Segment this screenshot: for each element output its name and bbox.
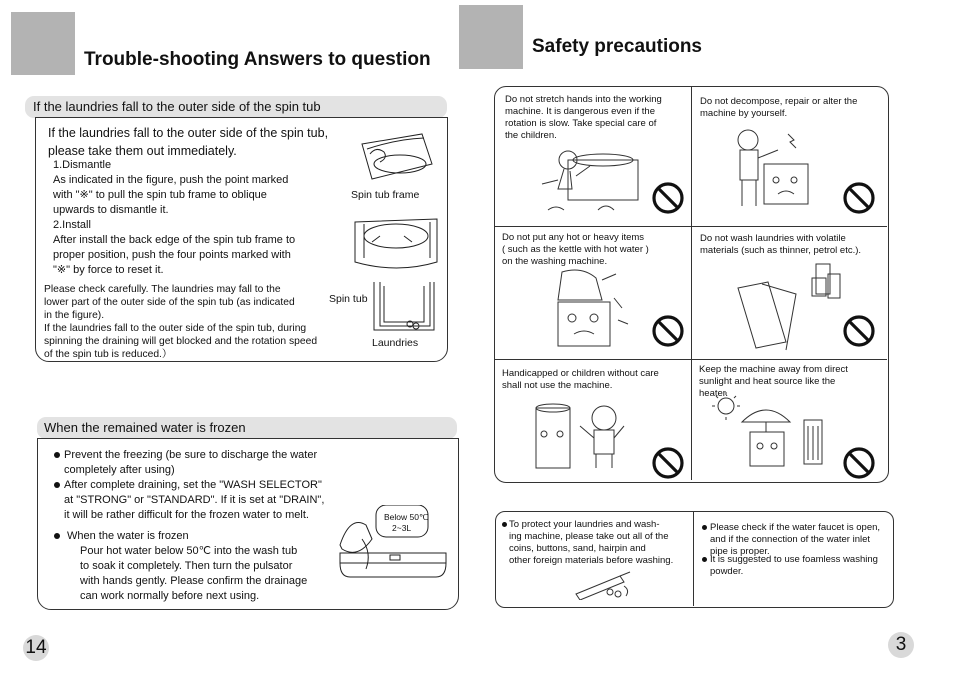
header-block-right	[459, 5, 523, 69]
tip-line: and if the connection of the water inlet	[710, 534, 871, 545]
precaution-line: rotation is slow. Take special care of	[505, 118, 657, 129]
step-line: proper position, push the four points marked with	[53, 249, 291, 261]
bullet-text: After complete draining, set the "WASH SELECTOR"	[64, 479, 322, 491]
prohibition-icon	[651, 181, 685, 215]
bullet-text: to soak it completely. Then turn the pulsator	[80, 560, 293, 572]
step-line: As indicated in the figure, push the point marked	[53, 174, 289, 186]
precaution-line: Do not stretch hands into the working	[505, 94, 662, 105]
laundries-note	[44, 283, 317, 361]
bullet-text: completely after using)	[64, 464, 175, 476]
child-near-machine-illustration	[532, 398, 636, 474]
bullet-text: with hands gently. Please confirm the drainage	[80, 575, 308, 587]
precaution-line: heater.	[699, 388, 729, 399]
tip-line: Please check if the water faucet is open,	[710, 522, 881, 533]
bullet-text: When the water is frozen	[67, 530, 189, 542]
step-line: 2.Install	[53, 219, 91, 231]
kettle-on-washer-illustration	[548, 268, 632, 352]
page-title-right: Safety precautions	[532, 36, 702, 57]
tip-line: powder.	[710, 566, 744, 577]
section-header-frozen: When the remained water is frozen	[37, 417, 457, 439]
precaution-line: sunlight and heat source like the	[699, 376, 836, 387]
fig-label-temp: Below 50℃	[384, 512, 429, 522]
precaution-text	[505, 94, 689, 142]
tip-line: It is suggested to use foamless washing	[710, 554, 878, 565]
tip-line: other foreign materials before washing.	[509, 555, 674, 566]
step-line: with "※" to pull the spin tub frame to oblique	[53, 189, 267, 201]
laundries-steps	[53, 158, 295, 278]
spin-tub-cross-section	[370, 282, 440, 338]
bullet-dot	[54, 533, 60, 539]
precaution-line: shall not use the machine.	[502, 380, 613, 391]
precaution-text	[502, 232, 689, 268]
bullet-text: at "STRONG" or "STANDARD". If it is set at "DRAIN",	[64, 494, 325, 506]
page-number-left: 14	[23, 635, 49, 661]
volatile-materials-illustration	[732, 258, 842, 354]
precaution-line: on the washing machine.	[502, 256, 608, 267]
grid-hline	[495, 359, 887, 360]
frozen-bullet-3	[54, 529, 189, 544]
precaution-line: materials (such as thinner, petrol etc.).	[700, 245, 862, 256]
precaution-line: Do not put any hot or heavy items	[502, 232, 645, 243]
step-line: After install the back edge of the spin tub frame to	[53, 234, 296, 246]
tip-water-faucet	[702, 522, 880, 558]
note-line: of the spin tub is reduced.）	[44, 349, 173, 360]
child-hands-washer-illustration	[528, 140, 646, 220]
person-repairing-illustration	[718, 124, 818, 216]
page-title-left: Trouble-shooting Answers to question	[84, 49, 431, 70]
note-line: in the figure).	[44, 310, 105, 321]
precaution-line: ( such as the kettle with hot water )	[502, 244, 649, 255]
header-block-left	[11, 12, 75, 75]
section-header-laundries: If the laundries fall to the outer side of the spin tub	[25, 96, 447, 118]
bullet-text: Pour hot water below 50℃ into the wash tub	[80, 545, 298, 557]
grid-hline	[495, 226, 887, 227]
bullet-text: Prevent the freezing (be sure to discharge the water	[64, 449, 318, 461]
bullet-text: can work normally before next using.	[80, 590, 260, 602]
tip-foreign-materials	[502, 519, 673, 567]
bullet-dot	[54, 452, 60, 458]
sunlight-heater-illustration	[706, 392, 834, 472]
note-line: Please check carefully. The laundries may fall to the	[44, 284, 281, 295]
fig-label-frame: Spin tub frame	[351, 189, 420, 201]
step-line: 1.Dismantle	[53, 159, 112, 171]
tip-foamless-powder	[702, 554, 878, 578]
intro-line: please take them out immediately.	[48, 144, 237, 158]
fig-label-laundries: Laundries	[372, 337, 419, 349]
frozen-bullet-2	[54, 478, 324, 523]
step-line: upwards to dismantle it.	[53, 204, 169, 216]
precaution-text	[700, 96, 886, 120]
precaution-line: Keep the machine away from direct	[699, 364, 848, 375]
precaution-line: machine. It is dangerous even if the	[505, 106, 655, 117]
step-line: "※" by force to reset it.	[53, 264, 164, 276]
tips-divider	[693, 512, 694, 606]
precaution-text	[502, 368, 689, 392]
precaution-line: Do not decompose, repair or alter the	[700, 96, 858, 107]
fig-label-tub: Spin tub	[329, 293, 368, 305]
tip-line: pipe is proper.	[710, 546, 770, 557]
note-line: If the laundries fall to the outer side of the spin tub, during	[44, 323, 307, 334]
precaution-line: Do not wash laundries with volatile	[700, 233, 846, 244]
bullet-dot	[54, 482, 60, 488]
prohibition-icon	[842, 181, 876, 215]
precaution-line: Handicapped or children without care	[502, 368, 659, 379]
tip-line: To protect your laundries and wash-	[509, 519, 660, 530]
bullet-dot	[702, 525, 707, 530]
tip-line: coins, buttons, sand, hairpin and	[509, 543, 646, 554]
bullet-text: it will be rather difficult for the frozen water to melt.	[64, 509, 309, 521]
frozen-bullet-1	[54, 448, 317, 478]
prohibition-icon	[842, 446, 876, 480]
precaution-text	[700, 233, 886, 257]
laundries-intro	[48, 124, 328, 160]
note-line: lower part of the outer side of the spin tub (as indicated	[44, 297, 295, 308]
prohibition-icon	[651, 446, 685, 480]
prohibition-icon	[842, 314, 876, 348]
frozen-bullet-3-body	[80, 544, 307, 604]
coins-hairpin-illustration	[572, 566, 636, 600]
prohibition-icon	[651, 314, 685, 348]
page-number-right: 3	[888, 632, 914, 658]
bullet-dot	[502, 522, 507, 527]
tip-line: ing machine, please take out all of the	[509, 531, 669, 542]
precaution-line: machine by yourself.	[700, 108, 788, 119]
fig-label-amount: 2~3L	[392, 523, 412, 533]
note-line: spinning the draining will get blocked and the rotation speed	[44, 336, 318, 347]
precaution-line: the children.	[505, 130, 557, 141]
grid-vline	[691, 87, 692, 480]
bullet-dot	[702, 557, 707, 562]
intro-line: If the laundries fall to the outer side of the spin tub,	[48, 126, 329, 140]
